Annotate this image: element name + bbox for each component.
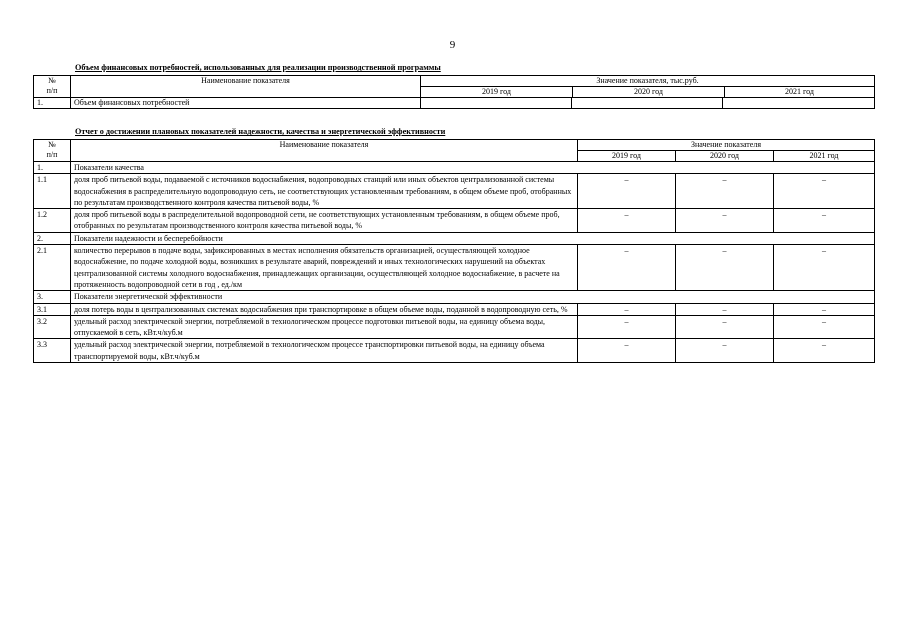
table-row [34, 303, 875, 315]
row-value-2019: – [578, 339, 676, 363]
row-num: 1.1 [34, 174, 71, 209]
header-num: № п/п [34, 140, 71, 162]
table-row [34, 98, 875, 109]
row-value-2019 [421, 98, 572, 109]
row-value-2020: – [676, 245, 774, 291]
row-value-2020: – [676, 315, 774, 339]
row-num: 3.2 [34, 315, 71, 339]
header-year-2020: 2020 год [676, 151, 774, 162]
row-value-2021: – [774, 174, 875, 209]
table-row [34, 315, 875, 339]
row-name: удельный расход электрической энергии, потребляемой в технологическом процессе транспортировки питьевой воды, на единицу объема транспортируемой воды, кВт.ч/куб.м [71, 339, 578, 363]
page-number: 9 [449, 39, 456, 51]
table-header-row [34, 76, 875, 98]
row-value-2020: – [676, 339, 774, 363]
row-name: удельный расход электрической энергии, потребляемой в технологическом процессе подготовки питьевой воды, на единицу объема воды, отпускаемой в сеть, кВт.ч/куб.м [71, 315, 578, 339]
table-row [34, 209, 875, 233]
row-num: 1.2 [34, 209, 71, 233]
row-name: Объем финансовых потребностей [71, 98, 421, 109]
row-num: 3. [34, 291, 71, 303]
header-name: Наименование показателя [71, 140, 578, 162]
row-value-2019: – [578, 303, 676, 315]
row-value-2021 [723, 98, 875, 109]
section-title-financial-needs: Объем финансовых потребностей, использованных для реализации производственной программы [75, 63, 441, 72]
table-row-group [34, 291, 875, 303]
row-value-2020: – [676, 209, 774, 233]
row-value-2019: – [578, 315, 676, 339]
row-group-name: Показатели качества [71, 162, 875, 174]
table-row [34, 174, 875, 209]
row-value-2019: – [578, 209, 676, 233]
row-value-2021: – [774, 209, 875, 233]
row-num: 2.1 [34, 245, 71, 291]
header-year-2019: 2019 год [578, 151, 676, 162]
row-value-2020: – [676, 174, 774, 209]
header-value-group: Значение показателя, тыс.руб. 2019 год 2020 год 2021 год [421, 76, 875, 98]
section-title-reliability-report: Отчет о достижении плановых показателей надежности, качества и энергетической эффективности [75, 127, 446, 136]
row-num: 2. [34, 232, 71, 244]
table-row-group [34, 232, 875, 244]
row-name: доля проб питьевой воды, подаваемой с источников водоснабжения, водопроводных станций или иных объектов централизованной системы водоснабжения в распределительную водопроводную сеть, не соответствующих установленным требованиям, в общем объеме проб, отобранных по результатам производственного контроля качества питьевой воды, % [71, 174, 578, 209]
row-value-2020: – [676, 303, 774, 315]
row-value-2021: – [774, 315, 875, 339]
row-group-name: Показатели надежности и бесперебойности [71, 232, 875, 244]
table-row-group [34, 162, 875, 174]
row-group-name: Показатели энергетической эффективности [71, 291, 875, 303]
row-value-2020 [572, 98, 723, 109]
header-year-2021: 2021 год [774, 151, 875, 162]
header-name: Наименование показателя [71, 76, 421, 98]
row-num: 3.1 [34, 303, 71, 315]
row-num: 1. [34, 98, 71, 109]
row-name: доля проб питьевой воды в распределительной водопроводной сети, не соответствующих установленным требованиям, в общем объеме проб, отобранных по результатам производственного контроля качества питьевой воды, % [71, 209, 578, 233]
row-value-2019: – [578, 245, 676, 291]
financial-needs-table [33, 75, 875, 109]
row-num: 1. [34, 162, 71, 174]
table-row [34, 245, 875, 291]
header-value-group: Значение показателя [578, 140, 875, 151]
header-year-2021: 2021 год [785, 87, 814, 96]
row-value-2021: – [774, 303, 875, 315]
row-num: 3.3 [34, 339, 71, 363]
row-value-2021: – [774, 339, 875, 363]
header-year-2020: 2020 год [573, 87, 725, 97]
reliability-indicators-table [33, 139, 875, 363]
table-header-row [34, 140, 875, 151]
table-row [34, 339, 875, 363]
row-name: доля потерь воды в централизованных системах водоснабжения при транспортировке в общем объеме воды, поданной в водопроводную сеть, % [71, 303, 578, 315]
header-num: № п/п [34, 76, 71, 98]
row-value-2021: – [774, 245, 875, 291]
row-name: количество перерывов в подаче воды, зафиксированных в местах исполнения обязательств организацией, осуществляющей холодное водоснабжение, по подаче холодной воды, возникших в результате аварий, повреждений и иных технологических нарушений на объектах централизованной системы холодного водоснабжения, принадлежащих организации, осуществляющей холодное водоснабжение, в расчете на протяженность водопроводной сети в год , ед./км [71, 245, 578, 291]
row-value-2019: – [578, 174, 676, 209]
header-year-2019: 2019 год [421, 87, 573, 97]
